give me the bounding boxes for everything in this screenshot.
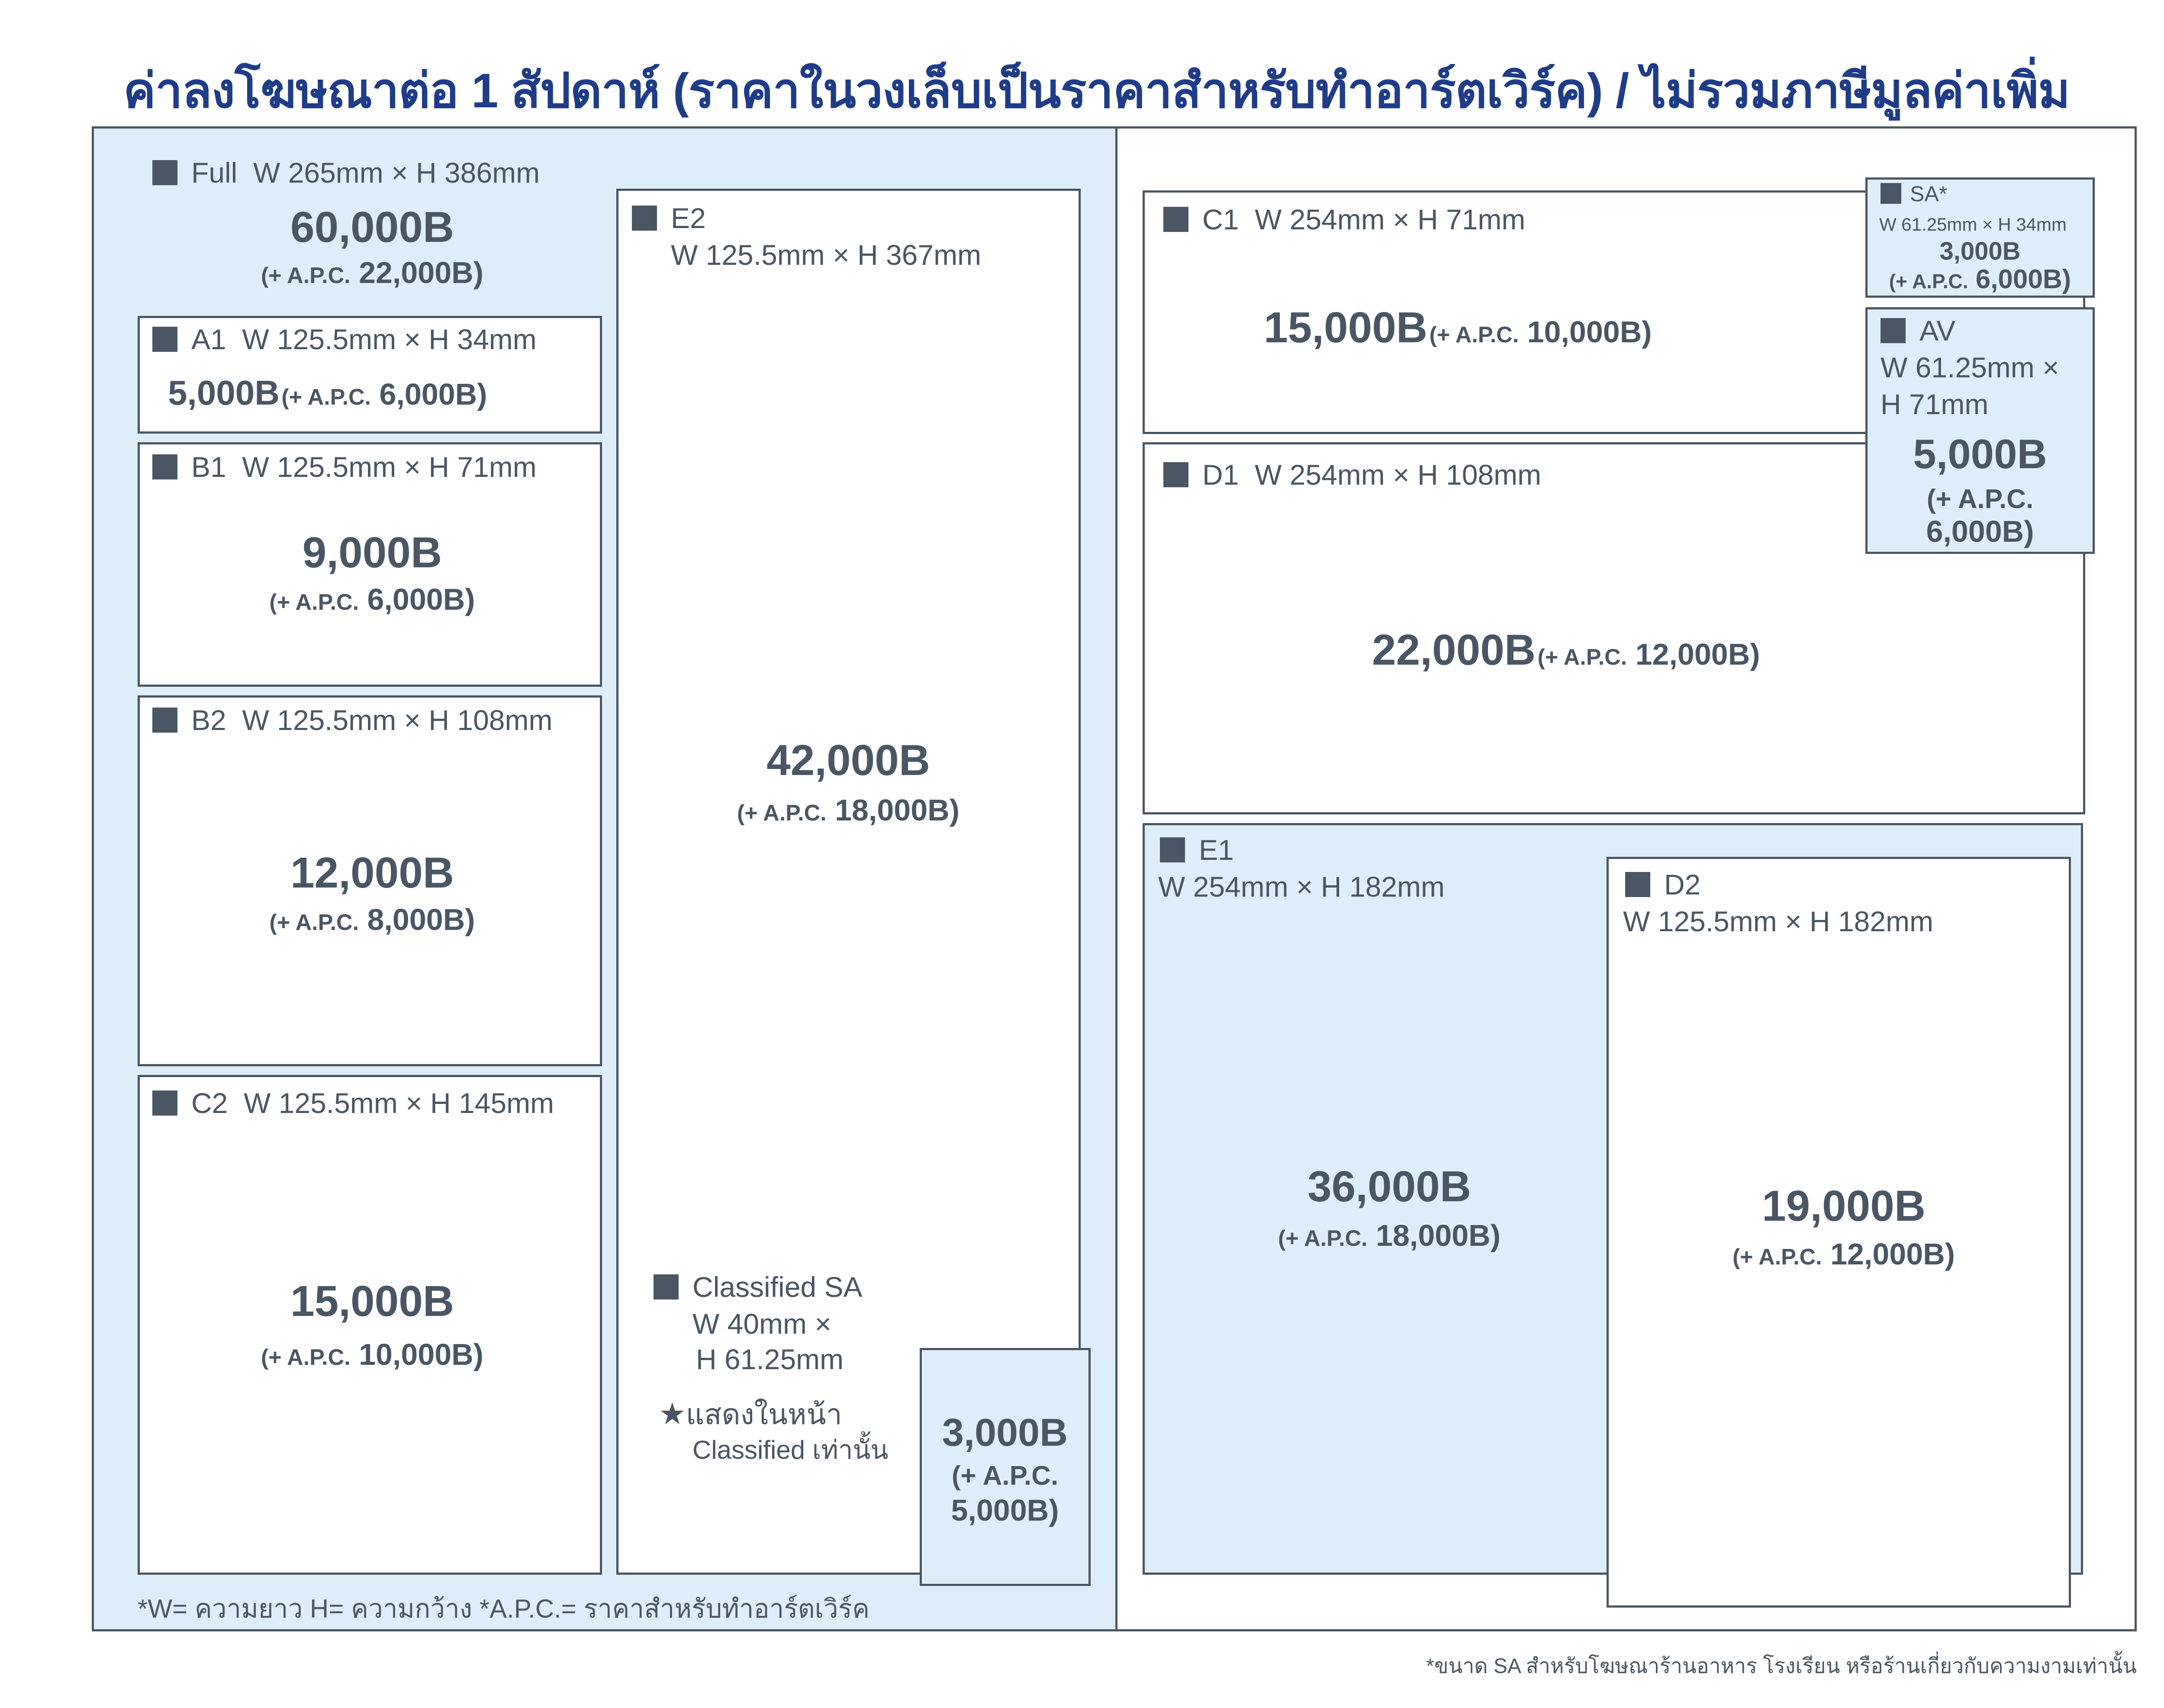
bullet-square-icon	[152, 454, 177, 479]
c1-label: C1 W 254mm × H 71mm	[1163, 203, 1525, 237]
e1-size: W 254mm × H 182mm	[1158, 871, 1445, 903]
sa-apc: (+ A.P.C. 6,000B)	[1889, 264, 2071, 294]
d2-apc: (+ A.P.C. 12,000B)	[1732, 1237, 1955, 1271]
d1-price: 22,000B	[1372, 626, 1536, 674]
d1-label: D1 W 254mm × H 108mm	[1163, 458, 1541, 492]
full-apc: (+ A.P.C. 22,000B)	[261, 256, 484, 289]
d2-size: W 125.5mm × H 182mm	[1623, 905, 1934, 937]
e1-apc: (+ A.P.C. 18,000B)	[1278, 1219, 1501, 1252]
c2-apc: (+ A.P.C. 10,000B)	[261, 1338, 484, 1371]
a1-label: A1 W 125.5mm × H 34mm	[152, 322, 537, 357]
star-icon: ★	[659, 1397, 686, 1431]
c1-price-row	[1264, 303, 1652, 353]
legend-note: *W= ความยาว H= ความกว้าง *A.P.C.= ราคาสำหรับทำอาร์ตเวิร์ค	[138, 1594, 870, 1623]
e1-price: 36,000B	[1307, 1162, 1472, 1211]
sa-size: W 61.25mm × H 34mm	[1879, 214, 2067, 235]
e2-price: 42,000B	[766, 736, 931, 785]
full-price: 60,000B	[290, 203, 454, 251]
e2-apc: (+ A.P.C. 18,000B)	[737, 793, 960, 827]
e2-label: E2	[632, 201, 706, 235]
c1-price: 15,000B	[1264, 303, 1428, 352]
c1-apc: (+ A.P.C. 10,000B)	[1429, 315, 1652, 349]
classified-sa-price: 3,000B	[942, 1411, 1068, 1454]
av-label: AV	[1881, 314, 1955, 348]
b1-label: B1 W 125.5mm × H 71mm	[152, 450, 537, 484]
b1-apc: (+ A.P.C. 6,000B)	[269, 582, 475, 616]
classified-sa-label: Classified SA	[654, 1270, 863, 1304]
classified-sa-apc-2: 5,000B)	[951, 1493, 1059, 1527]
d2-label: D2	[1625, 868, 1700, 902]
sa-label: SA*	[1881, 181, 1947, 207]
bullet-square-icon	[632, 206, 657, 231]
bullet-square-icon	[654, 1274, 679, 1299]
classified-sa-note-1: ★แสดงในหน้า	[659, 1397, 842, 1431]
sa-footnote: *ขนาด SA สำหรับโฆษณาร้านอาหาร โรงเรียน หรือร้านเกี่ยวกับความงามเท่านั้น	[1426, 1655, 2137, 1678]
c2-label: C2 W 125.5mm × H 145mm	[152, 1086, 554, 1120]
sa-price: 3,000B	[1939, 237, 2021, 265]
bullet-square-icon	[152, 1090, 177, 1116]
d1-price-row	[1372, 625, 1760, 675]
bullet-square-icon	[152, 327, 177, 352]
b2-price: 12,000B	[290, 849, 454, 897]
a1-price: 5,000B	[168, 373, 280, 412]
d2-price: 19,000B	[1761, 1182, 1926, 1230]
ad-box-d2	[1607, 857, 2071, 1608]
bullet-square-icon	[152, 160, 177, 185]
b2-label: B2 W 125.5mm × H 108mm	[152, 703, 552, 737]
e2-size: W 125.5mm × H 367mm	[671, 239, 982, 271]
b1-price: 9,000B	[302, 528, 442, 577]
av-price: 5,000B	[1913, 431, 2047, 477]
bullet-square-icon	[1160, 837, 1185, 862]
e1-label: E1	[1160, 833, 1234, 867]
av-apc-2: 6,000B)	[1926, 515, 2034, 548]
classified-sa-note-2: Classified เท่านั้น	[692, 1435, 889, 1464]
bullet-square-icon	[1163, 462, 1188, 487]
full-label: Full W 265mm × H 386mm	[152, 156, 540, 190]
a1-apc: (+ A.P.C. 6,000B)	[281, 377, 487, 411]
page-title: ค่าลงโฆษณาต่อ 1 สัปดาห์ (ราคาในวงเล็บเป็นราคาสำหรับทำอาร์ตเวิร์ค) / ไม่รวมภาษีมูลค่าเพิ่ม	[123, 64, 2070, 118]
bullet-square-icon	[1881, 318, 1906, 343]
c2-price: 15,000B	[290, 1277, 454, 1325]
bullet-square-icon	[152, 708, 177, 733]
classified-sa-size-h: H 61.25mm	[696, 1343, 844, 1375]
d1-apc: (+ A.P.C. 12,000B)	[1537, 637, 1760, 671]
av-apc-1: (+ A.P.C.	[1926, 484, 2034, 514]
classified-sa-apc-1: (+ A.P.C.	[951, 1461, 1059, 1491]
bullet-square-icon	[1625, 872, 1650, 897]
av-size-h: H 71mm	[1881, 388, 1989, 420]
classified-sa-size-w: W 40mm ×	[692, 1308, 831, 1340]
b2-apc: (+ A.P.C. 8,000B)	[269, 903, 475, 936]
a1-price-row	[168, 373, 487, 413]
bullet-square-icon	[1881, 183, 1901, 204]
bullet-square-icon	[1163, 207, 1188, 232]
av-size-w: W 61.25mm ×	[1881, 351, 2059, 383]
